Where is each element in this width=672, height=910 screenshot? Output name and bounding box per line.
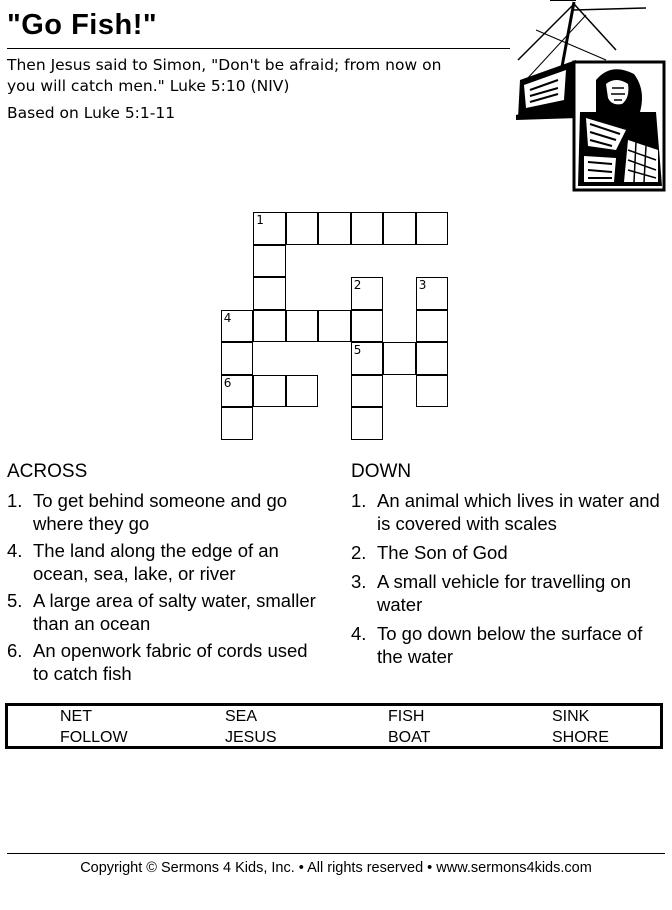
word-bank-item: SEA	[225, 708, 258, 725]
crossword-cell[interactable]	[253, 212, 286, 245]
word-bank-item: FISH	[388, 708, 425, 725]
footer-divider	[7, 853, 665, 854]
crossword-cell[interactable]	[221, 407, 254, 440]
crossword-cell[interactable]	[253, 245, 286, 278]
word-bank-item: SHORE	[552, 729, 609, 746]
clue-number: 3.	[351, 571, 367, 592]
clue-number: 4.	[7, 540, 23, 561]
based-on-reference: Based on Luke 5:1-11	[7, 104, 176, 122]
clue-text: An animal which lives in water and is covered with scales	[377, 490, 660, 534]
down-clue	[351, 542, 666, 565]
across-heading: ACROSS	[7, 461, 88, 482]
clue-number: 1.	[7, 490, 23, 511]
copyright-footer: Copyright © Sermons 4 Kids, Inc. • All rights reserved • www.sermons4kids.com	[80, 860, 592, 876]
crossword-cell[interactable]	[253, 310, 286, 343]
crossword-cell[interactable]	[253, 375, 286, 408]
crossword-cell[interactable]	[351, 212, 384, 245]
crossword-cell[interactable]	[416, 212, 449, 245]
crossword-cell[interactable]	[286, 212, 319, 245]
crossword-cell[interactable]	[318, 212, 351, 245]
across-clue	[7, 640, 325, 685]
crossword-cell[interactable]	[351, 375, 384, 408]
crossword-cell[interactable]	[221, 342, 254, 375]
crossword-cell[interactable]	[351, 407, 384, 440]
word-bank-item: FOLLOW	[60, 729, 128, 746]
clue-text: A large area of salty water, smaller than an ocean	[33, 590, 316, 634]
crossword-cell[interactable]	[351, 342, 384, 375]
clue-text: A small vehicle for travelling on water	[377, 571, 631, 615]
clue-text: An openwork fabric of cords used to catch fish	[33, 640, 308, 684]
down-clue	[351, 623, 666, 668]
crossword-cell[interactable]	[416, 375, 449, 408]
clue-number: 5.	[7, 590, 23, 611]
verse-line-2: you will catch men." Luke 5:10 (NIV)	[7, 77, 290, 95]
crossword-cell[interactable]	[416, 342, 449, 375]
verse-line-1: Then Jesus said to Simon, "Don't be afraid; from now on	[7, 56, 442, 74]
word-bank	[5, 703, 663, 749]
clue-number: 4	[223, 310, 232, 325]
clue-number: 2	[353, 278, 362, 293]
across-clue	[7, 540, 325, 585]
clue-number: 2.	[351, 542, 367, 563]
word-bank-item: JESUS	[225, 729, 277, 746]
crossword-cell[interactable]	[286, 375, 319, 408]
crossword-cell[interactable]	[383, 342, 416, 375]
down-heading: DOWN	[351, 461, 412, 482]
clue-number: 1	[256, 213, 264, 228]
down-clue	[351, 571, 666, 616]
clue-number: 3	[418, 278, 427, 293]
clue-number: 4.	[351, 623, 367, 644]
crossword-cell[interactable]	[286, 310, 319, 343]
crossword-cell[interactable]	[351, 277, 384, 310]
clue-text: The land along the edge of an ocean, sea, lake, or river	[33, 540, 279, 584]
crossword-cell[interactable]	[221, 375, 254, 408]
clue-number: 6.	[7, 640, 23, 661]
crossword-grid	[0, 0, 672, 450]
page-title: "Go Fish!"	[7, 9, 158, 41]
crossword-cell[interactable]	[383, 212, 416, 245]
down-clue	[351, 490, 666, 535]
clue-number: 1.	[351, 490, 367, 511]
across-clue	[7, 590, 325, 635]
clue-number: 5	[353, 343, 362, 358]
clue-text: The Son of God	[377, 542, 508, 563]
crossword-cell[interactable]	[253, 277, 286, 310]
across-clue	[7, 490, 325, 535]
clue-number: 6	[223, 375, 232, 390]
crossword-cell[interactable]	[221, 310, 254, 343]
crossword-cell[interactable]	[351, 310, 384, 343]
crossword-cell[interactable]	[416, 277, 449, 310]
word-bank-item: BOAT	[388, 729, 431, 746]
word-bank-item: NET	[60, 708, 92, 725]
clue-text: To go down below the surface of the water	[377, 623, 643, 667]
word-bank-item: SINK	[552, 708, 590, 725]
crossword-cell[interactable]	[416, 310, 449, 343]
clue-text: To get behind someone and go where they go	[33, 490, 288, 534]
crossword-cell[interactable]	[318, 310, 351, 343]
